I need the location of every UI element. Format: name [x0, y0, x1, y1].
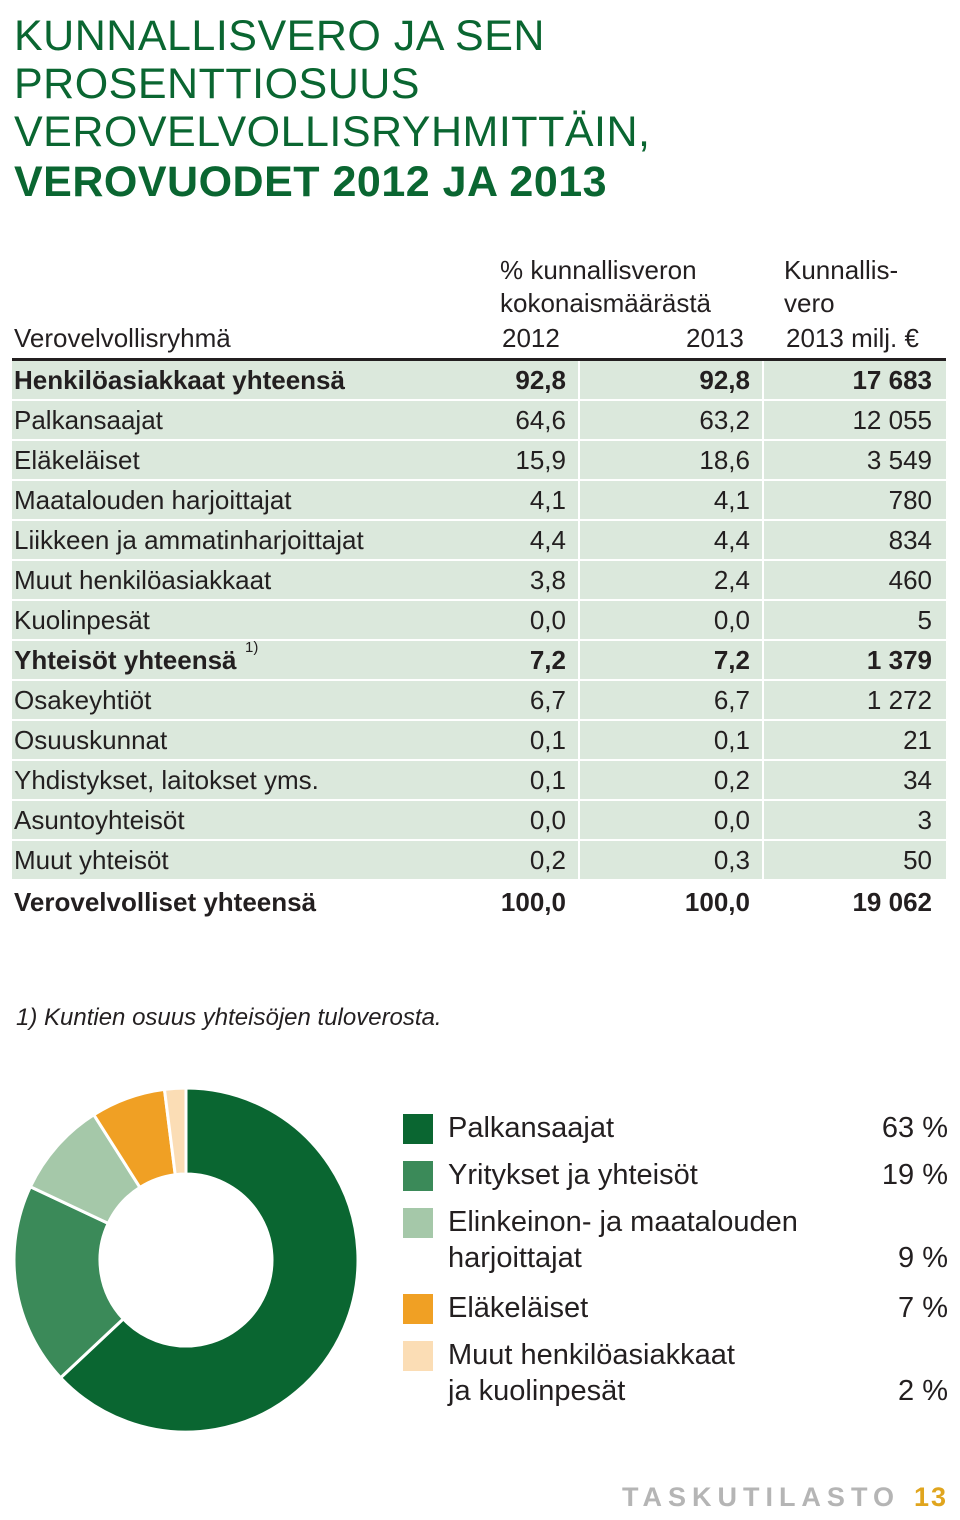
- row-value-eur: 1 379: [866, 645, 932, 675]
- table-row: [12, 721, 946, 761]
- row-value-eur: 460: [888, 565, 932, 595]
- column-separator: [762, 601, 764, 639]
- legend-item: [400, 1157, 952, 1193]
- legend-label: [448, 1290, 838, 1326]
- legend-percent: 2 %: [898, 1375, 948, 1407]
- row-value-2012: 92,8: [515, 365, 566, 395]
- row-label: Maatalouden harjoittajat: [14, 485, 292, 515]
- page-number: 13: [913, 1482, 948, 1512]
- footnote: 1) Kuntien osuus yhteisöjen tuloverosta.: [16, 1004, 442, 1031]
- column-separator: [762, 481, 764, 519]
- row-value-eur: 5: [917, 605, 932, 635]
- column-separator: [578, 801, 580, 839]
- row-label: Osakeyhtiöt: [14, 685, 152, 715]
- column-separator: [578, 561, 580, 599]
- column-separator: [578, 361, 580, 399]
- column-separator: [578, 401, 580, 439]
- legend-item: [400, 1337, 952, 1409]
- row-label: Muut henkilöasiakkaat: [14, 565, 272, 595]
- column-separator: [762, 841, 764, 879]
- column-separator: [762, 521, 764, 559]
- legend-label-line: Elinkeinon- ja maatalouden: [448, 1206, 798, 1238]
- header-year-2012: 2012: [502, 323, 560, 353]
- legend-label-line: harjoittajat: [448, 1242, 582, 1274]
- footer-brand: TASKUTILASTO: [621, 1482, 900, 1512]
- legend-label: [448, 1204, 838, 1276]
- row-label: Kuolinpesät: [14, 605, 150, 635]
- table-row: [12, 641, 946, 681]
- legend-label-line: Palkansaajat: [448, 1112, 615, 1144]
- row-value-2012: 0,0: [529, 805, 566, 835]
- column-separator: [762, 361, 764, 399]
- column-separator: [578, 641, 580, 679]
- title-line-2: VEROVELVOLLISRYHMITTÄIN,: [14, 108, 651, 156]
- table-row: [12, 441, 946, 481]
- header-year-2013: 2013: [686, 323, 744, 353]
- column-separator: [762, 681, 764, 719]
- table-row: [12, 561, 946, 601]
- legend-label-line: ja kuolinpesät: [448, 1375, 626, 1407]
- header-eur-line-2: vero: [784, 288, 835, 318]
- page-footer: [622, 1482, 948, 1513]
- header-pct-line-2: kokonaismäärästä: [500, 288, 711, 318]
- column-separator: [762, 641, 764, 679]
- legend-label: [448, 1157, 838, 1193]
- table-row: [12, 841, 946, 881]
- header-eur-line-3: 2013 milj. €: [786, 323, 919, 353]
- row-label: Muut yhteisöt: [14, 845, 169, 875]
- legend-item: [400, 1110, 952, 1146]
- legend-label-line: Eläkeläiset: [448, 1292, 589, 1324]
- row-value-eur: 3 549: [866, 445, 932, 475]
- column-separator: [578, 721, 580, 759]
- row-label: Asuntoyhteisöt: [14, 805, 185, 835]
- column-separator: [578, 441, 580, 479]
- legend-item: [400, 1204, 952, 1276]
- row-value-2012: 0,1: [529, 725, 566, 755]
- row-value-2013: 2,4: [713, 565, 750, 595]
- row-value-2013: 0,0: [713, 805, 750, 835]
- legend-percent: 19 %: [881, 1159, 948, 1191]
- row-value-2012: 3,8: [529, 565, 566, 595]
- table-total-row: [12, 883, 946, 923]
- tax-table: [12, 358, 946, 923]
- row-value-2012: 0,1: [529, 765, 566, 795]
- column-separator: [578, 521, 580, 559]
- table-row: [12, 401, 946, 441]
- column-separator: [762, 401, 764, 439]
- row-value-2013: 0,2: [713, 765, 750, 795]
- row-value-eur: 834: [888, 525, 932, 555]
- donut-chart: [12, 1086, 360, 1434]
- column-separator: [762, 441, 764, 479]
- table-row: [12, 681, 946, 721]
- row-value-2013: 92,8: [699, 365, 750, 395]
- row-value-2012: 64,6: [515, 405, 566, 435]
- row-value-2012: 4,1: [529, 485, 566, 515]
- row-value-2012: 6,7: [529, 685, 566, 715]
- legend-label-line: Muut henkilöasiakkaat: [448, 1339, 735, 1371]
- row-value-2013: 7,2: [713, 645, 750, 675]
- total-label: Verovelvolliset yhteensä: [14, 887, 317, 917]
- row-label: Liikkeen ja ammatinharjoittajat: [14, 525, 364, 555]
- row-label: Yhteisöt yhteensä: [14, 645, 237, 675]
- column-separator: [578, 481, 580, 519]
- legend-percent: 63 %: [881, 1112, 948, 1144]
- column-separator: [578, 841, 580, 879]
- row-value-2013: 0,1: [713, 725, 750, 755]
- legend-label: [448, 1110, 838, 1146]
- legend-label-line: Yritykset ja yhteisöt: [448, 1159, 698, 1191]
- legend-swatch: [403, 1161, 433, 1191]
- row-value-2013: 0,0: [713, 605, 750, 635]
- column-separator: [578, 681, 580, 719]
- column-separator: [762, 761, 764, 799]
- legend-percent: 9 %: [898, 1242, 948, 1274]
- table-row: [12, 481, 946, 521]
- row-value-2012: 0,2: [529, 845, 566, 875]
- legend-swatch: [403, 1341, 433, 1371]
- row-value-2013: 63,2: [699, 405, 750, 435]
- column-separator: [578, 761, 580, 799]
- table-row: [12, 801, 946, 841]
- title-line-3: VEROVUODET 2012 JA 2013: [14, 158, 608, 206]
- total-2012: 100,0: [500, 887, 566, 917]
- legend-swatch: [403, 1294, 433, 1324]
- row-label: Eläkeläiset: [14, 445, 140, 475]
- column-separator: [762, 721, 764, 759]
- header-eur-line-1: Kunnallis-: [784, 255, 899, 285]
- header-pct-line-1: % kunnallisveron: [500, 255, 697, 285]
- legend-percent: 7 %: [898, 1292, 948, 1324]
- row-label: Yhdistykset, laitokset yms.: [14, 765, 319, 795]
- footnote-marker: 1): [245, 639, 259, 656]
- total-2013: 100,0: [684, 887, 750, 917]
- row-value-2012: 15,9: [515, 445, 566, 475]
- row-label: Palkansaajat: [14, 405, 163, 435]
- row-value-eur: 780: [888, 485, 932, 515]
- row-value-2013: 0,3: [713, 845, 750, 875]
- row-value-eur: 17 683: [852, 365, 932, 395]
- header-group: Verovelvollisryhmä: [14, 323, 231, 353]
- row-value-2013: 6,7: [713, 685, 750, 715]
- row-value-2013: 4,4: [713, 525, 750, 555]
- row-value-2012: 0,0: [529, 605, 566, 635]
- row-value-2013: 4,1: [713, 485, 750, 515]
- column-separator: [578, 601, 580, 639]
- row-value-2012: 4,4: [529, 525, 566, 555]
- legend-item: [400, 1290, 952, 1326]
- row-value-eur: 1 272: [866, 685, 932, 715]
- column-separator: [762, 561, 764, 599]
- row-value-eur: 50: [903, 845, 932, 875]
- row-label: Osuuskunnat: [14, 725, 168, 755]
- row-value-eur: 21: [903, 725, 932, 755]
- legend-swatch: [403, 1114, 433, 1144]
- table-row: [12, 521, 946, 561]
- row-value-eur: 34: [903, 765, 932, 795]
- row-value-2013: 18,6: [699, 445, 750, 475]
- row-value-eur: 3: [917, 805, 932, 835]
- row-value-eur: 12 055: [852, 405, 932, 435]
- table-row: [12, 361, 946, 401]
- legend-swatch: [403, 1208, 433, 1238]
- table-row: [12, 601, 946, 641]
- row-value-2012: 7,2: [529, 645, 566, 675]
- title-line-1: KUNNALLISVERO JA SEN PROSENTTIOSUUS: [14, 12, 545, 108]
- table-row: [12, 761, 946, 801]
- row-label: Henkilöasiakkaat yhteensä: [14, 365, 345, 395]
- column-separator: [762, 801, 764, 839]
- page-title: [14, 12, 954, 206]
- total-eur: 19 062: [852, 887, 932, 917]
- legend-label: [448, 1337, 838, 1409]
